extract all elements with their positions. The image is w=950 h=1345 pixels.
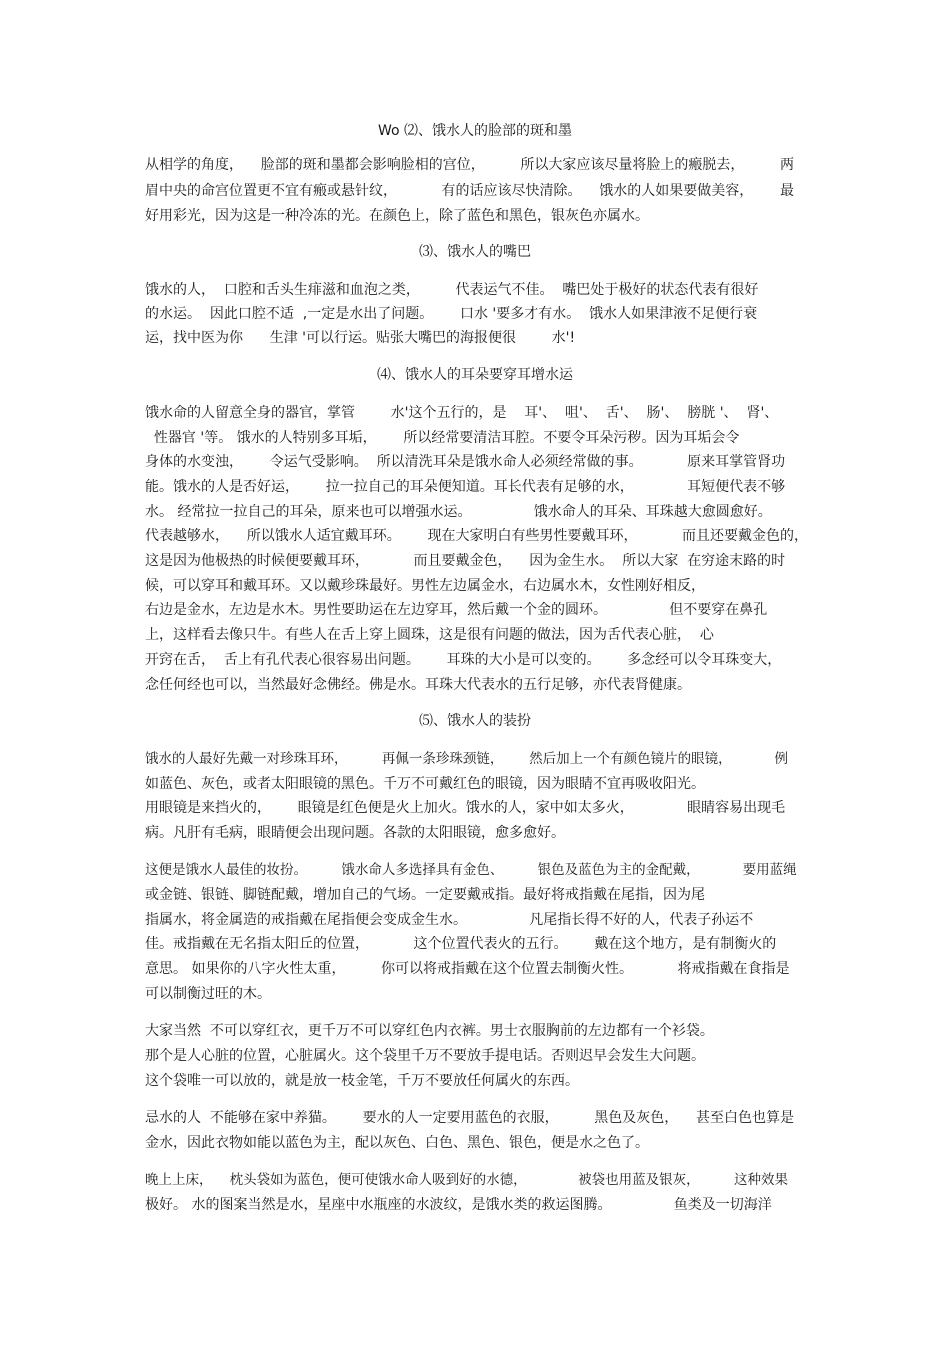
paragraph-line: 可以制衡过旺的木。 (145, 986, 271, 1002)
paragraph-line: 身体的水变浊， 令运气受影响。 所以清洗耳朵是饿水命人必须经常做的事。 原来耳掌管肾功 (145, 454, 786, 470)
paragraph-line: 好用彩光，因为这是一种冷冻的光。在颜色上，除了蓝色和黑色，银灰色亦属水。 (145, 208, 649, 224)
heading-attire: ⑸、饿水人的装扮 (419, 713, 531, 729)
paragraph-line: 那个是人心脏的位置，心脏属火。这个袋里千万不要放手提电话。否则迟早会发生大问题。 (145, 1048, 705, 1064)
paragraph-line: 病。凡肝有毛病，眼睛便会出现问题。各款的太阳眼镜，愈多愈好。 (145, 825, 565, 841)
paragraph-line: 这是因为他极热的时候便要戴耳环， 而且要戴金色， 因为金生水。 所以大家 在穷途末路的时 (145, 553, 786, 569)
paragraph-line: 眉中央的命宫位置更不宜有瘢或悬针纹， 有的话应该尽快清除。 饿水的人如果要做美容， 最 (145, 183, 795, 199)
paragraph-line: 性器官 '等。 饿水的人特别多耳垢， 所以经常要清洁耳腔。不要令耳朵污秽。因为耳垢会令 (145, 430, 740, 446)
paragraph-line: 意思。 如果你的八字火性太重， 你可以将戒指戴在这个位置去制衡火性。 将戒指戴在食指是 (145, 961, 790, 977)
paragraph-line: 能。饿水的人是否好运， 拉一拉自己的耳朵便知道。耳长代表有足够的水， 耳短便代表不够 (145, 479, 786, 495)
paragraph-line: 极好。 水的图案当然是水，星座中水瓶座的水波纹，是饿水类的救运图腾。 鱼类及一切海洋 (145, 1197, 772, 1213)
paragraph-line: 右边是金水，左边是水木。男性要助运在左边穿耳，然后戴一个金的圆环。 但不要穿在鼻孔 (145, 602, 768, 618)
paragraph-line: 从相学的角度， 脸部的斑和墨都会影响脸相的宫位， 所以大家应该尽量将脸上的瘢脱去， 两 (145, 157, 795, 173)
paragraph-line: 佳。戒指戴在无名指太阳丘的位置， 这个位置代表火的五行。 戴在这个地方，是有制衡火的 (145, 936, 777, 952)
paragraph-line: 金水，因此衣物如能以蓝色为主，配以灰色、白色、黑色、银色，便是水之色了。 (145, 1135, 649, 1151)
paragraph-line: 上，这样看去像只牛。有些人在舌上穿上圆珠，这是很有问题的做法，因为舌代表心脏， 心 (145, 627, 714, 643)
heading-ears: ⑷、饿水人的耳朵要穿耳增水运 (377, 367, 573, 383)
paragraph-line: 水。 经常拉一拉自己的耳朵，原来也可以增强水运。 饿水命人的耳朵、耳珠越大愈圆愈好。 (145, 504, 772, 520)
heading-face-spots: Wo ⑵、饿水人的脸部的斑和墨 (377, 123, 573, 139)
paragraph-line: 指属水，将金属造的戒指戴在尾指便会变成金生水。 凡尾指长得不好的人，代表子孙运不 (145, 912, 754, 928)
paragraph-line: 这便是饿水人最佳的妆扮。 饿水命人多选择具有金色、 银色及蓝色为主的金配戴， 要用蓝绳 (145, 862, 797, 878)
paragraph-line: 代表越够水， 所以饿水人适宜戴耳环。 现在大家明白有些男性要戴耳环， 而且还要戴金色的， (145, 528, 809, 544)
heading-mouth: ⑶、饿水人的嘴巴 (419, 244, 531, 260)
paragraph-line: 的水运。 因此口腔不适 ,一定是水出了问题。 口水 '要多才有水。 饿水人如果津液不足便行衰 (145, 306, 758, 322)
paragraph-line: 念任何经也可以，当然最好念佛经。佛是水。耳珠大代表水的五行足够，亦代表肾健康。 (145, 677, 691, 693)
paragraph-line: 如蓝色、灰色，或者太阳眼镜的黑色。千万不可戴红色的眼镜，因为眼睛不宜再吸收阳光。 (145, 776, 705, 792)
paragraph-line: 饿水命的人留意全身的器官，掌管 水'这个五行的，是 耳'、 咀'、 舌'、 肠'、 膀胱 '、 肾'、 (145, 405, 779, 421)
paragraph-line: 这个袋唯一可以放的，就是放一枝金笔，千万不要放任何属火的东西。 (145, 1073, 579, 1089)
paragraph-line: 候，可以穿耳和戴耳环。又以戴珍珠最好。男性左边属金水，右边属水木，女性刚好相反， (145, 578, 705, 594)
paragraph-line: 大家当然 不可以穿红衣，更千万不可以穿红色内衣裤。男士衣服胸前的左边都有一个衫袋。 (145, 1023, 714, 1039)
paragraph-line: 饿水的人最好先戴一对珍珠耳环， 再佩一条珍珠颈链， 然后加上一个有颜色镜片的眼镜， 例 (145, 751, 788, 767)
paragraph-line: 运，找中医为你 生津 '可以行运。贴张大嘴巴的海报便很 水'! (145, 330, 576, 346)
paragraph-line: 或金链、银链、脚链配戴，增加自己的气场。一定要戴戒指。最好将戒指戴在尾指，因为尾 (145, 887, 705, 903)
paragraph-line: 饿水的人， 口腔和舌头生痱滋和血泡之类， 代表运气不佳。 嘴巴处于极好的状态代表有很好 (145, 282, 759, 298)
paragraph-line: 用眼镜是来挡火的， 眼镜是红色便是火上加火。饿水的人，家中如太多火， 眼睛容易出现毛 (145, 800, 786, 816)
paragraph-line: 忌水的人 不能够在家中养猫。 要水的人一定要用蓝色的衣服， 黑色及灰色， 甚至白色也算是 (145, 1110, 795, 1126)
paragraph-line: 开窍在舌， 舌上有孔代表心很容易出问题。 耳珠的大小是可以变的。 多念经可以令耳珠变大， (145, 652, 782, 668)
paragraph-line: 晚上上床， 枕头袋如为蓝色，便可使饿水命人吸到好的水德， 被袋也用蓝及银灰， 这种效果 (145, 1172, 788, 1188)
